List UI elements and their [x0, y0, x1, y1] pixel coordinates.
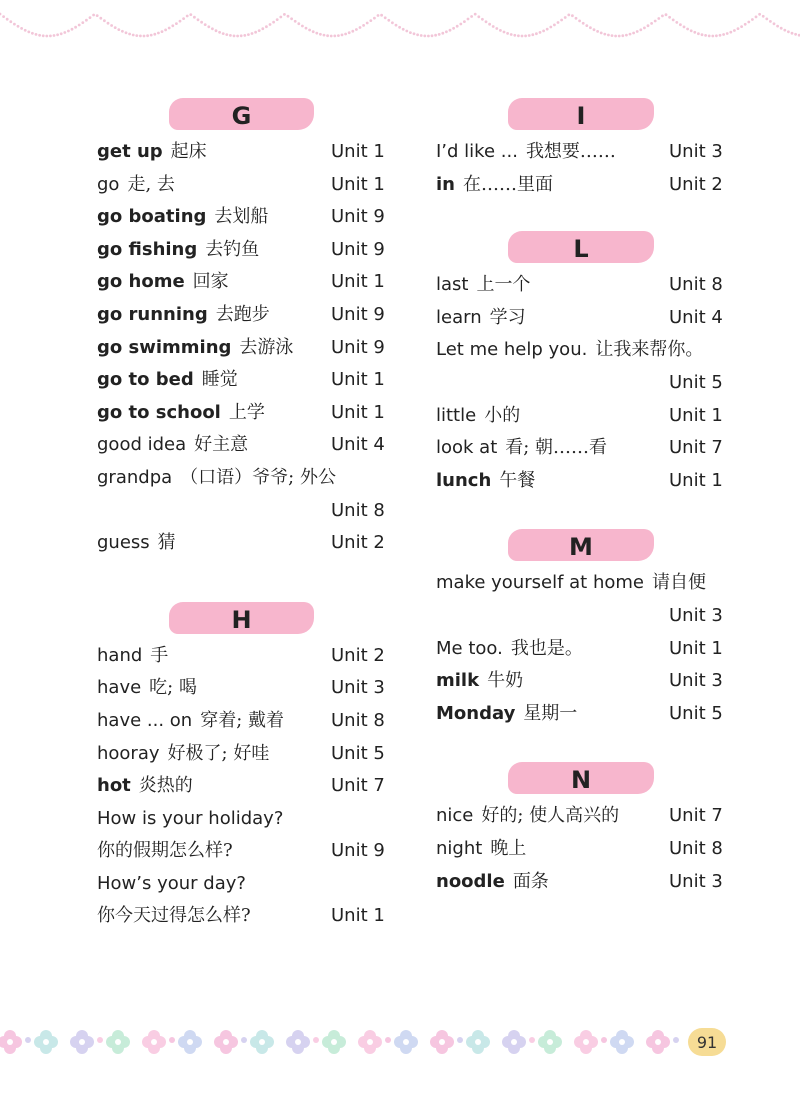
entry-translation: 在……里面: [462, 173, 553, 195]
section-letter: N: [508, 762, 654, 794]
entry-term: learn: [436, 306, 482, 328]
entry-translation: 星期一: [523, 702, 578, 724]
vocab-entry: [97, 770, 387, 803]
entry-translation: 去钓鱼: [205, 238, 260, 260]
flower-decoration: [466, 1030, 490, 1054]
entry-translation: 晚上: [490, 837, 527, 859]
entry-unit: Unit 3: [669, 604, 723, 626]
entry-unit: Unit 2: [331, 532, 385, 554]
vocab-entry: [97, 332, 387, 365]
flower-decoration: [394, 1030, 418, 1054]
vocab-entry: [436, 302, 736, 335]
entry-unit: Unit 1: [331, 369, 385, 391]
vocab-entry: [436, 400, 736, 433]
entry-unit: Unit 8: [669, 837, 723, 859]
entry-term: hot: [97, 775, 131, 797]
entry-translation: 起床: [170, 141, 207, 162]
vocab-entry: [436, 136, 736, 169]
flower-decoration: [106, 1030, 130, 1054]
flower-decoration: [286, 1030, 310, 1054]
entry-translation: 学习: [489, 306, 526, 328]
entry-term: How’s your day?: [97, 872, 246, 894]
bottom-flower-border: [0, 1022, 690, 1062]
entry-term: hooray: [97, 742, 160, 764]
entry-unit: Unit 5: [669, 702, 723, 724]
entry-unit: Unit 1: [331, 905, 385, 927]
entry-term: go swimming: [97, 336, 232, 358]
entry-term: go fishing: [97, 238, 198, 260]
flower-decoration: [322, 1030, 346, 1054]
vocab-entry: [97, 900, 387, 933]
entry-term: go boating: [97, 206, 207, 228]
section-header: [436, 760, 736, 800]
entry-term: grandpa: [97, 466, 173, 488]
entry-term: have: [97, 677, 142, 699]
entry-translation: 面条: [512, 870, 549, 892]
entry-term: in: [436, 173, 455, 195]
vocab-entry: [97, 136, 387, 169]
section-l: [436, 229, 736, 497]
entry-translation: 炎热的: [138, 775, 193, 797]
entry-unit: Unit 1: [331, 271, 385, 293]
vocab-entry: [436, 334, 736, 367]
entry-translation: 让我来帮你。: [595, 339, 704, 361]
vocab-entry: [97, 803, 387, 836]
entry-unit: Unit 1: [331, 141, 385, 162]
entry-term: Me too.: [436, 637, 503, 659]
entry-term: go to school: [97, 401, 221, 423]
entry-term: guess: [97, 532, 150, 554]
vocab-entry: [97, 397, 387, 430]
entry-unit: Unit 3: [331, 677, 385, 699]
entry-term: go to bed: [97, 369, 194, 391]
vocab-entry: [97, 266, 387, 299]
entry-unit: Unit 3: [669, 141, 723, 162]
vocab-entry: [97, 835, 387, 868]
right-column: [436, 96, 736, 936]
entry-translation: 好极了; 好哇: [167, 742, 270, 764]
entry-translation: 走, 去: [127, 173, 175, 195]
entry-unit: Unit 9: [331, 840, 385, 862]
vocab-entry: [97, 462, 387, 495]
vocab-entry: [436, 800, 736, 833]
entry-unit: Unit 2: [669, 173, 723, 195]
entry-term: go home: [97, 271, 185, 293]
entry-unit: Unit 3: [669, 870, 723, 892]
section-header: [436, 229, 736, 269]
entry-translation: 你的假期怎么样?: [97, 840, 233, 862]
vocab-entry: [436, 866, 736, 899]
top-dotted-border: [0, 0, 800, 48]
entry-term: look at: [436, 437, 498, 459]
vocab-entry: [436, 367, 736, 400]
vocab-entry: [97, 738, 387, 771]
entry-term: have ... on: [97, 709, 193, 731]
section-i: [436, 96, 736, 201]
entry-term: little: [436, 404, 477, 426]
vocab-entry: [436, 600, 736, 633]
section-header: [97, 96, 387, 136]
flower-decoration: [646, 1030, 670, 1054]
entry-term: How is your holiday?: [97, 807, 284, 829]
entry-unit: Unit 8: [669, 274, 723, 296]
entry-unit: Unit 4: [331, 434, 385, 456]
entry-translation: 看; 朝……看: [505, 437, 608, 459]
flower-decoration: [250, 1030, 274, 1054]
entry-unit: Unit 7: [669, 805, 723, 827]
flower-decoration: [358, 1030, 382, 1054]
entry-term: nice: [436, 805, 474, 827]
left-column: [97, 96, 387, 971]
vocab-entry: [97, 169, 387, 202]
entry-term: I’d like ...: [436, 141, 518, 162]
entry-translation: 上学: [228, 401, 265, 423]
entry-unit: Unit 3: [669, 670, 723, 692]
flower-decoration: [574, 1030, 598, 1054]
entry-translation: 穿着; 戴着: [200, 709, 284, 731]
entry-term: hand: [97, 644, 143, 666]
entry-translation: 好的; 使人高兴的: [481, 805, 620, 827]
entry-unit: Unit 1: [331, 401, 385, 423]
flower-decoration: [142, 1030, 166, 1054]
entry-term: noodle: [436, 870, 505, 892]
section-letter: L: [508, 231, 654, 263]
entry-unit: Unit 9: [331, 238, 385, 260]
section-g: [97, 96, 387, 560]
section-m: [436, 527, 736, 730]
section-letter: H: [169, 602, 314, 634]
flower-decoration: [214, 1030, 238, 1054]
entry-term: get up: [97, 141, 163, 162]
entry-unit: Unit 5: [331, 742, 385, 764]
entry-unit: Unit 1: [669, 469, 723, 491]
page-number: 91: [688, 1028, 726, 1056]
entry-translation: 我想要……: [525, 141, 616, 162]
entry-translation: 回家: [192, 271, 229, 293]
vocab-entry: [436, 269, 736, 302]
flower-decoration: [178, 1030, 202, 1054]
entry-unit: Unit 1: [669, 404, 723, 426]
entry-translation: 手: [150, 644, 169, 666]
vocab-entry: [97, 527, 387, 560]
entry-translation: 猜: [157, 532, 176, 554]
entry-unit: Unit 4: [669, 306, 723, 328]
entry-term: good idea: [97, 434, 187, 456]
vocab-entry: [97, 640, 387, 673]
section-letter: M: [508, 529, 654, 561]
entry-unit: Unit 5: [669, 371, 723, 393]
flower-decoration: [70, 1030, 94, 1054]
entry-unit: Unit 7: [669, 437, 723, 459]
entry-translation: 你今天过得怎么样?: [97, 905, 251, 927]
vocab-entry: [97, 705, 387, 738]
entry-translation: 好主意: [194, 434, 249, 456]
flower-decoration: [0, 1030, 22, 1054]
entry-translation: 去划船: [214, 206, 269, 228]
vocab-entry: [97, 495, 387, 528]
entry-translation: （口语）爷爷; 外公: [180, 466, 336, 488]
entry-term: go: [97, 173, 120, 195]
section-letter: G: [169, 98, 314, 130]
flower-decoration: [502, 1030, 526, 1054]
entry-translation: 去游泳: [239, 336, 294, 358]
entry-unit: Unit 9: [331, 206, 385, 228]
entry-translation: 请自便: [651, 572, 706, 594]
section-h: [97, 600, 387, 933]
section-n: [436, 760, 736, 898]
section-letter: I: [508, 98, 654, 130]
vocab-entry: [436, 665, 736, 698]
entry-unit: Unit 8: [331, 709, 385, 731]
flower-decoration: [538, 1030, 562, 1054]
vocab-entry: [436, 633, 736, 666]
entry-translation: 吃; 喝: [149, 677, 197, 699]
flower-decoration: [34, 1030, 58, 1054]
entry-term: make yourself at home: [436, 572, 644, 594]
entry-term: lunch: [436, 469, 492, 491]
entry-term: milk: [436, 670, 480, 692]
entry-translation: 牛奶: [487, 670, 524, 692]
entry-unit: Unit 9: [331, 336, 385, 358]
entry-translation: 小的: [484, 404, 521, 426]
section-header: [436, 527, 736, 567]
vocab-entry: [436, 432, 736, 465]
section-header: [97, 600, 387, 640]
entry-translation: 午餐: [499, 469, 536, 491]
entry-term: night: [436, 837, 483, 859]
vocab-entry: [97, 299, 387, 332]
entry-translation: 睡觉: [201, 369, 238, 391]
entry-translation: 上一个: [476, 274, 531, 296]
entry-unit: Unit 2: [331, 644, 385, 666]
entry-unit: Unit 9: [331, 303, 385, 325]
entry-unit: Unit 1: [331, 173, 385, 195]
vocab-entry: [97, 364, 387, 397]
flower-decoration: [430, 1030, 454, 1054]
entry-term: Monday: [436, 702, 516, 724]
entry-term: Let me help you.: [436, 339, 588, 361]
vocab-entry: [97, 201, 387, 234]
entry-term: last: [436, 274, 469, 296]
vocab-entry: [97, 234, 387, 267]
entry-unit: Unit 1: [669, 637, 723, 659]
entry-term: go running: [97, 303, 208, 325]
vocab-entry: [97, 868, 387, 901]
entry-unit: Unit 8: [331, 499, 385, 521]
flower-decoration: [610, 1030, 634, 1054]
section-header: [436, 96, 736, 136]
entry-translation: 我也是。: [510, 637, 583, 659]
entry-unit: Unit 7: [331, 775, 385, 797]
vocab-entry: [436, 465, 736, 498]
vocab-entry: [436, 698, 736, 731]
vocab-entry: [97, 429, 387, 462]
vocab-entry: [436, 567, 736, 600]
vocab-entry: [436, 169, 736, 202]
vocab-entry: [436, 833, 736, 866]
vocab-entry: [97, 672, 387, 705]
entry-translation: 去跑步: [215, 303, 270, 325]
